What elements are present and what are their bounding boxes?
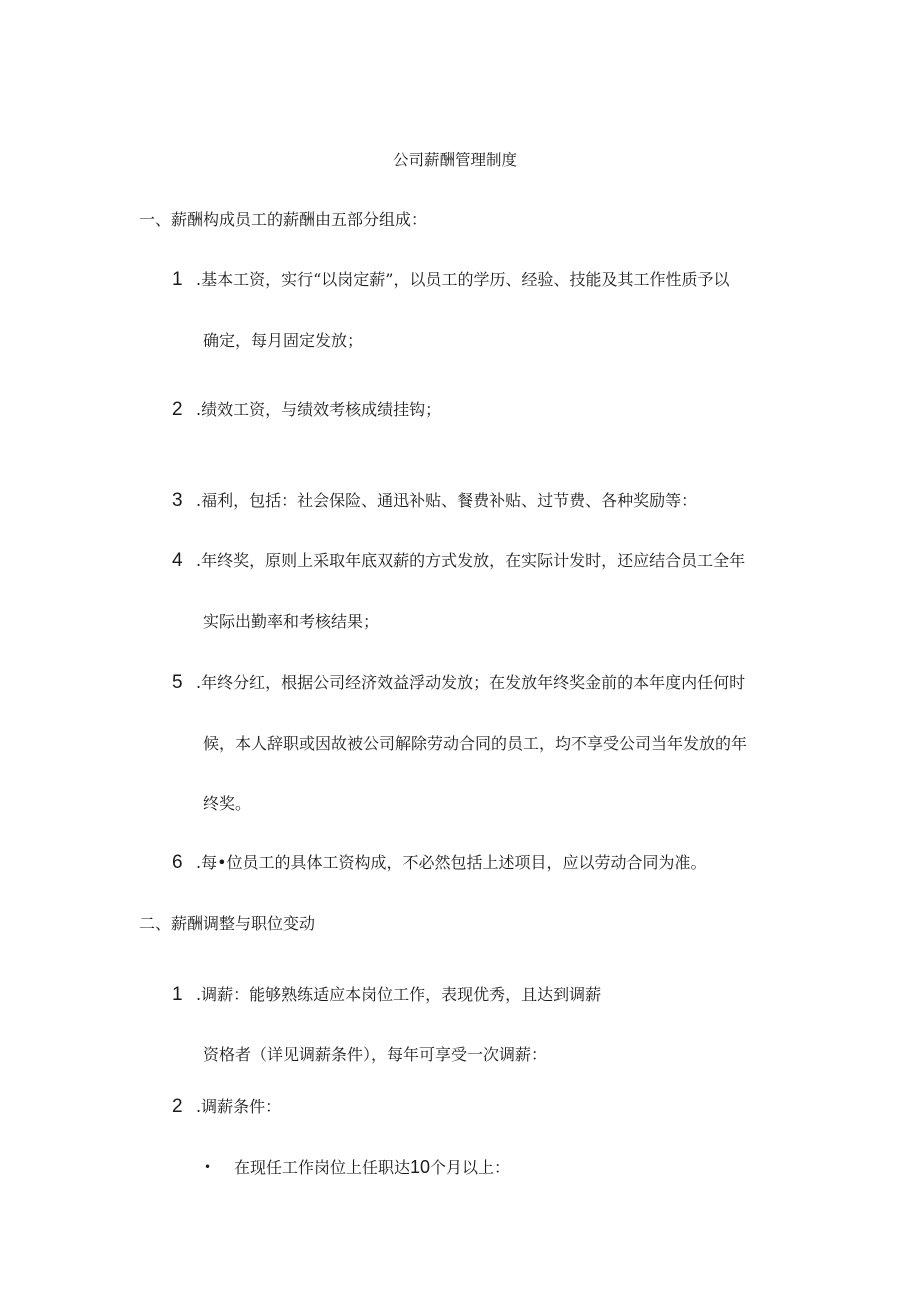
item-4-number: 4 (172, 550, 183, 571)
item-1-number: 1 (172, 269, 183, 290)
item-4-line-2: 实际出勤率和考核结果； (203, 612, 380, 631)
bullet-text-before: 在现任工作岗位上任职达 (234, 1158, 411, 1177)
section-2-heading: 二、薪酬调整与职位变动 (139, 914, 316, 933)
s2-item-1-line-2: 资格者（详见调薪条件），每年可享受一次调薪： (203, 1045, 548, 1064)
item-5-line-3: 终奖。 (203, 794, 252, 813)
item-1-line-1: .基本工资，实行“以岗定薪”，以员工的学历、经验、技能及其工作性质予以 (196, 270, 730, 289)
bullet-number: 10 (410, 1157, 431, 1177)
item-4-line-1: .年终奖，原则上采取年底双薪的方式发放，在实际计发时，还应结合员工全年 (196, 551, 746, 570)
item-6-number: 6 (172, 852, 183, 873)
bullet-icon: • (204, 1160, 212, 1174)
item-3-line-1: .福利，包括：社会保险、通迅补贴、餐费补贴、过节费、各种奖励等： (196, 491, 698, 510)
bullet-item-1 (234, 1157, 510, 1178)
s2-item-2-line-1: .调薪条件： (196, 1097, 282, 1116)
item-5-number: 5 (172, 672, 183, 693)
item-2-line-1: .绩效工资，与绩效考核成绩挂钩； (196, 400, 442, 419)
bullet-text-after: 个月以上： (430, 1158, 511, 1177)
section-1-heading: 一、薪酬构成员工的薪酬由五部分组成： (139, 210, 428, 229)
item-3-number: 3 (172, 490, 183, 511)
document-title: 公司薪酬管理制度 (393, 151, 518, 169)
s2-item-2-number: 2 (172, 1096, 183, 1117)
item-5-line-1: .年终分红，根据公司经济效益浮动发放；在发放年终奖金前的本年度内任何时 (196, 673, 746, 692)
s2-item-1-line-1: .调薪：能够熟练适应本岗位工作，表现优秀，且达到调薪 (196, 985, 602, 1004)
item-6-line-1: .每•位员工的具体工资构成，不必然包括上述项目，应以劳动合同为准。 (196, 853, 707, 872)
s2-item-1-number: 1 (172, 984, 183, 1005)
item-1-line-2: 确定，每月固定发放； (203, 331, 364, 350)
item-2-number: 2 (172, 399, 183, 420)
item-5-line-2: 候，本人辞职或因故被公司解除劳动合同的员工，均不享受公司当年发放的年 (203, 734, 748, 753)
